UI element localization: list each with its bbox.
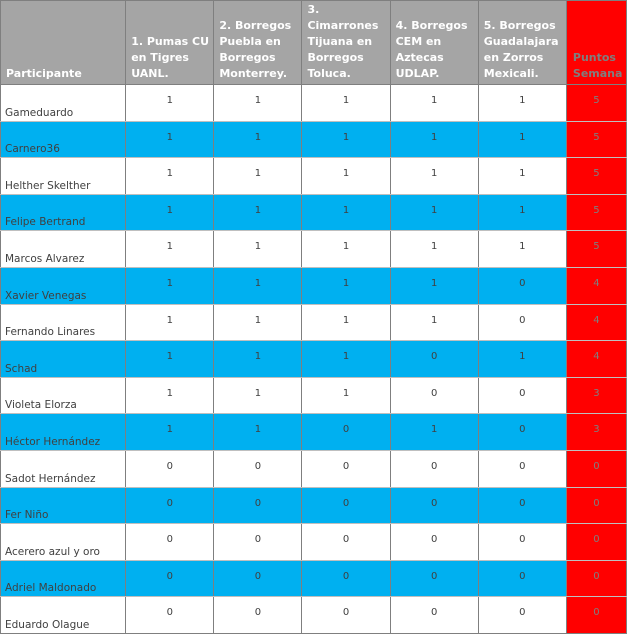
pick-cell-game-5: 1	[478, 341, 566, 378]
pick-cell-game-1: 1	[126, 158, 214, 195]
pick-cell-game-4: 1	[390, 158, 478, 195]
table-row	[1, 121, 627, 158]
points-header: Puntos Semana	[566, 1, 626, 85]
table-row	[1, 450, 627, 487]
pick-cell-game-5: 1	[478, 194, 566, 231]
participant-name: Carnero36	[1, 121, 126, 158]
pick-cell-game-1: 1	[126, 121, 214, 158]
table-row	[1, 194, 627, 231]
table-row	[1, 377, 627, 414]
pick-cell-game-2: 0	[214, 560, 302, 597]
table-row	[1, 85, 627, 122]
pick-cell-game-4: 1	[390, 121, 478, 158]
participant-name: Xavier Venegas	[1, 267, 126, 304]
game-4-header: 4. Borregos CEM en Aztecas UDLAP.	[390, 1, 478, 85]
pick-cell-game-5: 0	[478, 487, 566, 524]
pick-cell-game-3: 1	[302, 377, 390, 414]
points-cell: 5	[566, 85, 626, 122]
pick-cell-game-1: 1	[126, 414, 214, 451]
game-1-header: 1. Pumas CU en Tigres UANL.	[126, 1, 214, 85]
pick-cell-game-1: 0	[126, 487, 214, 524]
pick-cell-game-2: 1	[214, 121, 302, 158]
pick-cell-game-2: 0	[214, 524, 302, 561]
pick-cell-game-4: 1	[390, 231, 478, 268]
pick-cell-game-4: 1	[390, 267, 478, 304]
pick-cell-game-2: 1	[214, 194, 302, 231]
pick-cell-game-3: 0	[302, 524, 390, 561]
pick-cell-game-2: 0	[214, 487, 302, 524]
pick-cell-game-5: 0	[478, 560, 566, 597]
pick-cell-game-1: 1	[126, 194, 214, 231]
participant-name: Sadot Hernández	[1, 450, 126, 487]
pick-cell-game-5: 1	[478, 121, 566, 158]
points-cell: 5	[566, 231, 626, 268]
pick-cell-game-1: 1	[126, 85, 214, 122]
table-row	[1, 487, 627, 524]
pick-cell-game-3: 1	[302, 341, 390, 378]
points-cell: 5	[566, 158, 626, 195]
points-cell: 3	[566, 377, 626, 414]
pick-cell-game-3: 1	[302, 158, 390, 195]
pick-cell-game-1: 1	[126, 377, 214, 414]
pick-cell-game-2: 1	[214, 231, 302, 268]
participant-name: Héctor Hernández	[1, 414, 126, 451]
pick-cell-game-5: 1	[478, 158, 566, 195]
pick-cell-game-4: 0	[390, 524, 478, 561]
participant-name: Violeta Elorza	[1, 377, 126, 414]
pick-cell-game-2: 1	[214, 341, 302, 378]
pick-cell-game-1: 0	[126, 597, 214, 634]
pick-cell-game-4: 0	[390, 487, 478, 524]
points-cell: 4	[566, 304, 626, 341]
table-row	[1, 304, 627, 341]
pick-cell-game-1: 0	[126, 524, 214, 561]
pick-cell-game-4: 1	[390, 85, 478, 122]
pick-cell-game-3: 1	[302, 194, 390, 231]
points-cell: 3	[566, 414, 626, 451]
pick-cell-game-5: 0	[478, 377, 566, 414]
points-cell: 5	[566, 194, 626, 231]
table-row	[1, 414, 627, 451]
pick-cell-game-5: 1	[478, 85, 566, 122]
participant-name: Schad	[1, 341, 126, 378]
pick-cell-game-4: 1	[390, 414, 478, 451]
table-row	[1, 597, 627, 634]
table-row	[1, 267, 627, 304]
points-cell: 0	[566, 450, 626, 487]
game-2-header: 2. Borregos Puebla en Borregos Monterrey.	[214, 1, 302, 85]
pick-cell-game-3: 1	[302, 121, 390, 158]
table-row	[1, 524, 627, 561]
pick-cell-game-1: 1	[126, 341, 214, 378]
pick-cell-game-3: 0	[302, 414, 390, 451]
participant-name: Fernando Linares	[1, 304, 126, 341]
pick-cell-game-1: 0	[126, 450, 214, 487]
pick-cell-game-3: 1	[302, 304, 390, 341]
table-row	[1, 341, 627, 378]
pick-cell-game-5: 0	[478, 597, 566, 634]
participant-header: Participante	[1, 1, 126, 85]
pick-cell-game-3: 1	[302, 267, 390, 304]
participant-name: Marcos Alvarez	[1, 231, 126, 268]
pick-cell-game-1: 1	[126, 304, 214, 341]
points-cell: 0	[566, 597, 626, 634]
pick-cell-game-2: 0	[214, 597, 302, 634]
game-3-header: 3. Cimarrones Tijuana en Borregos Toluca.	[302, 1, 390, 85]
pick-cell-game-4: 0	[390, 341, 478, 378]
header-row	[1, 1, 627, 85]
pick-cell-game-4: 0	[390, 560, 478, 597]
pick-cell-game-1: 1	[126, 267, 214, 304]
pick-cell-game-3: 0	[302, 560, 390, 597]
pick-cell-game-2: 1	[214, 414, 302, 451]
participant-name: Adriel Maldonado	[1, 560, 126, 597]
pick-cell-game-2: 1	[214, 158, 302, 195]
pick-cell-game-5: 0	[478, 414, 566, 451]
participant-name: Fer Niño	[1, 487, 126, 524]
pick-cell-game-3: 0	[302, 450, 390, 487]
points-cell: 4	[566, 341, 626, 378]
pick-cell-game-4: 0	[390, 377, 478, 414]
points-cell: 0	[566, 487, 626, 524]
points-cell: 0	[566, 560, 626, 597]
pick-cell-game-5: 0	[478, 450, 566, 487]
pick-cell-game-1: 0	[126, 560, 214, 597]
table-row	[1, 560, 627, 597]
pick-cell-game-2: 1	[214, 304, 302, 341]
pick-cell-game-1: 1	[126, 231, 214, 268]
pick-cell-game-2: 1	[214, 85, 302, 122]
participant-name: Acerero azul y oro	[1, 524, 126, 561]
participant-name: Helther Skelther	[1, 158, 126, 195]
pick-cell-game-3: 0	[302, 597, 390, 634]
pick-cell-game-3: 1	[302, 85, 390, 122]
pick-cell-game-4: 0	[390, 450, 478, 487]
pick-cell-game-3: 1	[302, 231, 390, 268]
participant-name: Felipe Bertrand	[1, 194, 126, 231]
pick-cell-game-2: 1	[214, 377, 302, 414]
points-cell: 4	[566, 267, 626, 304]
pick-cell-game-4: 1	[390, 194, 478, 231]
pick-cell-game-2: 0	[214, 450, 302, 487]
points-cell: 0	[566, 524, 626, 561]
pick-cell-game-5: 0	[478, 524, 566, 561]
pick-cell-game-5: 0	[478, 267, 566, 304]
pick-cell-game-4: 1	[390, 304, 478, 341]
points-cell: 5	[566, 121, 626, 158]
pick-cell-game-3: 0	[302, 487, 390, 524]
pick-cell-game-5: 0	[478, 304, 566, 341]
pick-cell-game-2: 1	[214, 267, 302, 304]
game-5-header: 5. Borregos Guadalajara en Zorros Mexicali.	[478, 1, 566, 85]
table-row	[1, 158, 627, 195]
participant-name: Gameduardo	[1, 85, 126, 122]
pick-cell-game-4: 0	[390, 597, 478, 634]
participant-name: Eduardo Olague	[1, 597, 126, 634]
table-row	[1, 231, 627, 268]
pick-cell-game-5: 1	[478, 231, 566, 268]
